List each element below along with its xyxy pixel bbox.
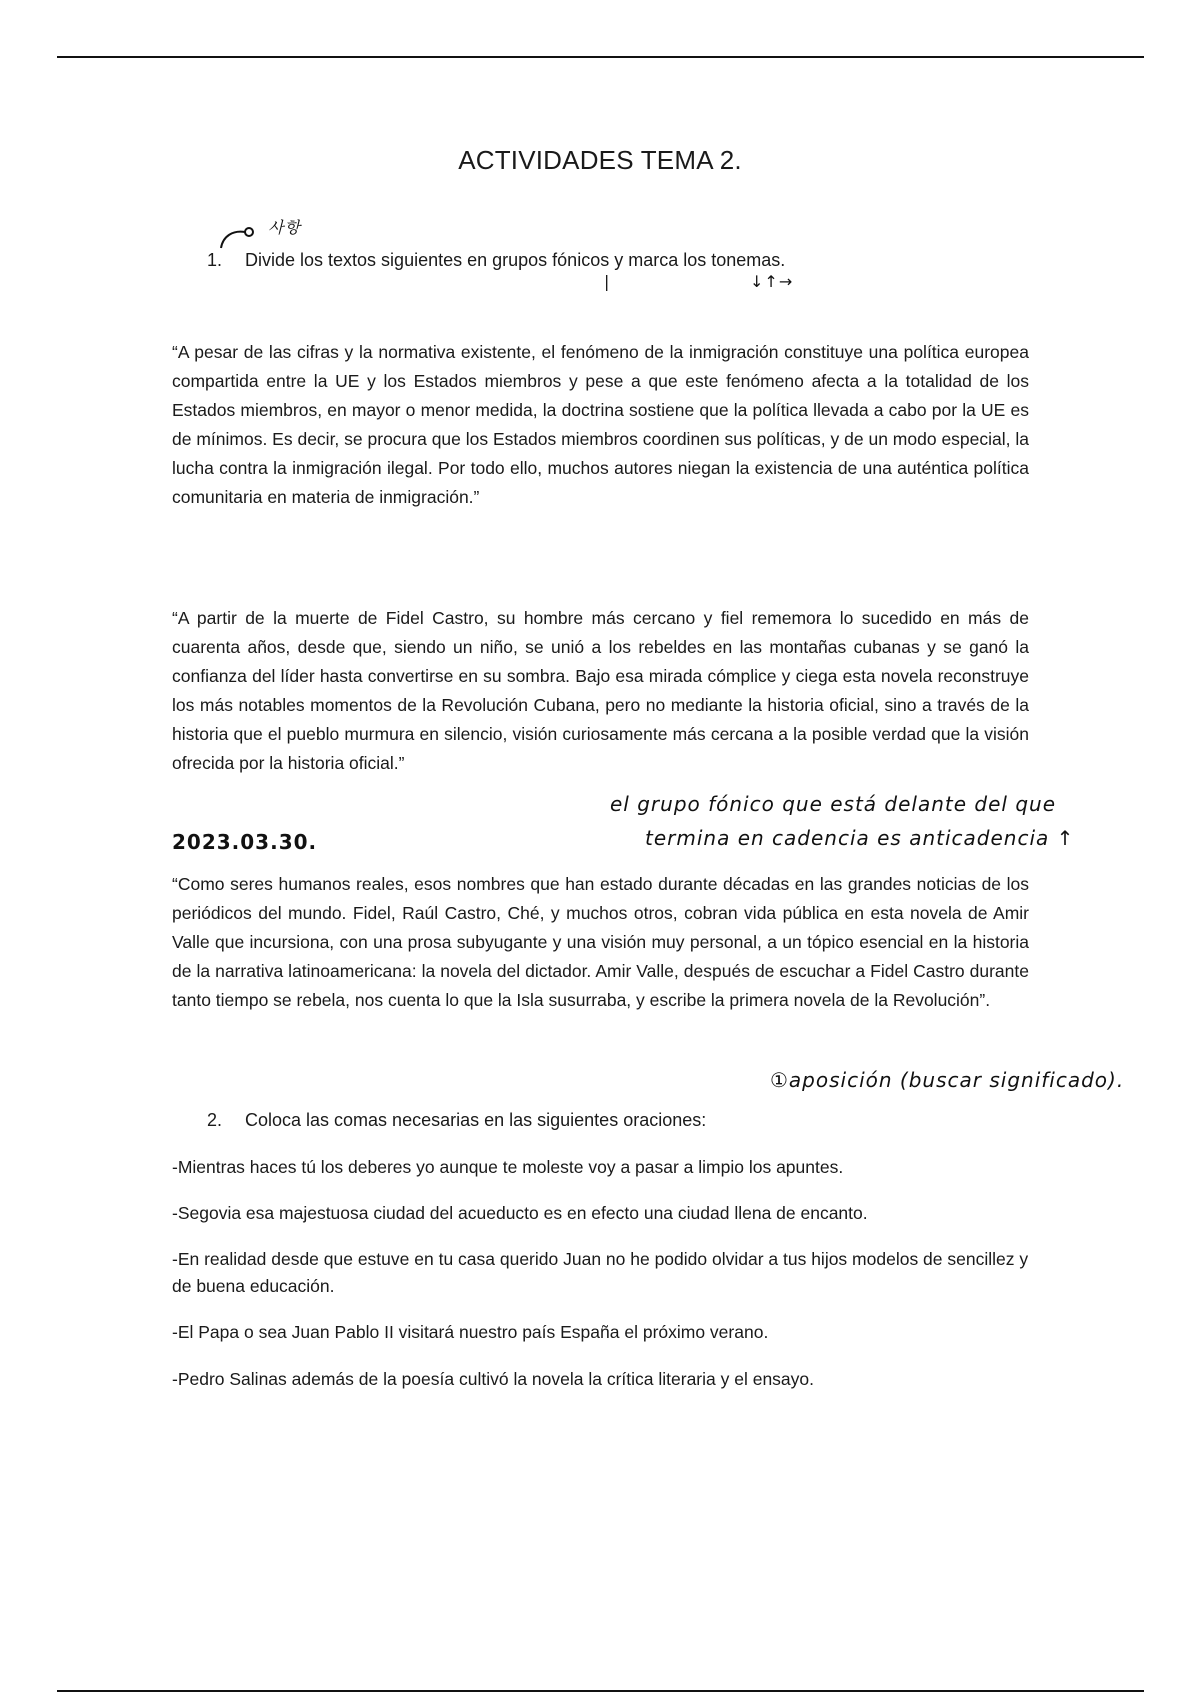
sentence-item: -Mientras haces tú los deberes yo aunque te moleste voy a pasar a limpio los apuntes. — [172, 1157, 844, 1177]
page-title: ACTIVIDADES TEMA 2. — [458, 145, 742, 175]
handwritten-date: 2023.03.30. — [172, 830, 318, 854]
handwritten-note-line-2: termina en cadencia es anticadencia ↑ — [645, 826, 1075, 850]
text-1-paragraph: “A pesar de las cifras y la normativa existente, el fenómeno de la inmigración constituye una política europea compartida entre la UE y los Estados miembros y pese a que este fenómeno afecta a la totalidad de los Estados miembros, en mayor o menor medida, la doctrina sostiene que la política llevada a cabo por la UE es de mínimos. Es decir, se procura que los Estados miembros coordinen sus políticas, y de un modo especial, la lucha contra la inmigración ilegal. Por todo ello, muchos autores niegan la existencia de una auténtica política comunitaria en materia de inmigración.” — [172, 342, 1029, 507]
text-3-paragraph: “Como seres humanos reales, esos nombres que han estado durante décadas en las grandes noticias de los periódicos del mundo. Fidel, Raúl Castro, Ché, y muchos otros, cobran vida pública en esta novela de Amir Valle que incursiona, con una prosa subyugante y una visión muy personal, a un tópico esencial en la historia de la narrativa latinoamericana: la novela del dictador. Amir Valle, después de escuchar a Fidel Castro durante tanto tiempo se rebela, nos cuenta lo que la Isla susurraba, y escribe la primera novela de la Revolución”. — [172, 874, 1029, 1010]
tone-marks: ↓↑→ — [750, 272, 794, 291]
question-2-number: 2. — [207, 1110, 223, 1130]
sentence-item: -El Papa o sea Juan Pablo II visitará nuestro país España el próximo verano. — [172, 1322, 769, 1342]
question-1-heading — [207, 250, 785, 271]
question-2-text: Coloca las comas necesarias en las siguientes oraciones: — [245, 1110, 707, 1130]
question-1-text: Divide los textos siguientes en grupos fónicos y marca los tonemas. — [245, 250, 786, 270]
sentence-item: -En realidad desde que estuve en tu casa querido Juan no he podido olvidar a tus hijos modelos de sencillez y de buena educación. — [172, 1249, 1029, 1296]
pause-mark: | — [604, 272, 611, 291]
sentence-item: -Pedro Salinas además de la poesía cultivó la novela la crítica literaria y el ensayo. — [172, 1369, 815, 1389]
bottom-rule — [57, 1690, 1144, 1692]
handwritten-note-line-1: el grupo fónico que está delante del que — [610, 792, 1056, 816]
apposition-note: ①aposición (buscar significado). — [770, 1068, 1125, 1092]
sentence-item: -Segovia esa majestuosa ciudad del acueducto es en efecto una ciudad llena de encanto. — [172, 1203, 868, 1223]
curved-arrow-icon — [217, 222, 262, 252]
top-rule — [57, 56, 1144, 58]
text-2-paragraph: “A partir de la muerte de Fidel Castro, su hombre más cercano y fiel rememora lo sucedido en más de cuarenta años, desde que, siendo un niño, se unió a los rebeldes en las montañas cubanas y se ganó la confianza del líder hasta convertirse en su sombra. Bajo esa mirada cómplice y ciega esta novela reconstruye los más notables momentos de la Revolución Cubana, pero no mediante la historia oficial, sino a través de la historia que el pueblo murmura en silencio, visión curiosamente más cercana a la posible verdad que la visión ofrecida por la historia oficial.” — [172, 608, 1029, 773]
margin-note: 사항 — [268, 218, 301, 237]
question-2-heading — [207, 1110, 706, 1131]
question-1-number: 1. — [207, 250, 223, 270]
